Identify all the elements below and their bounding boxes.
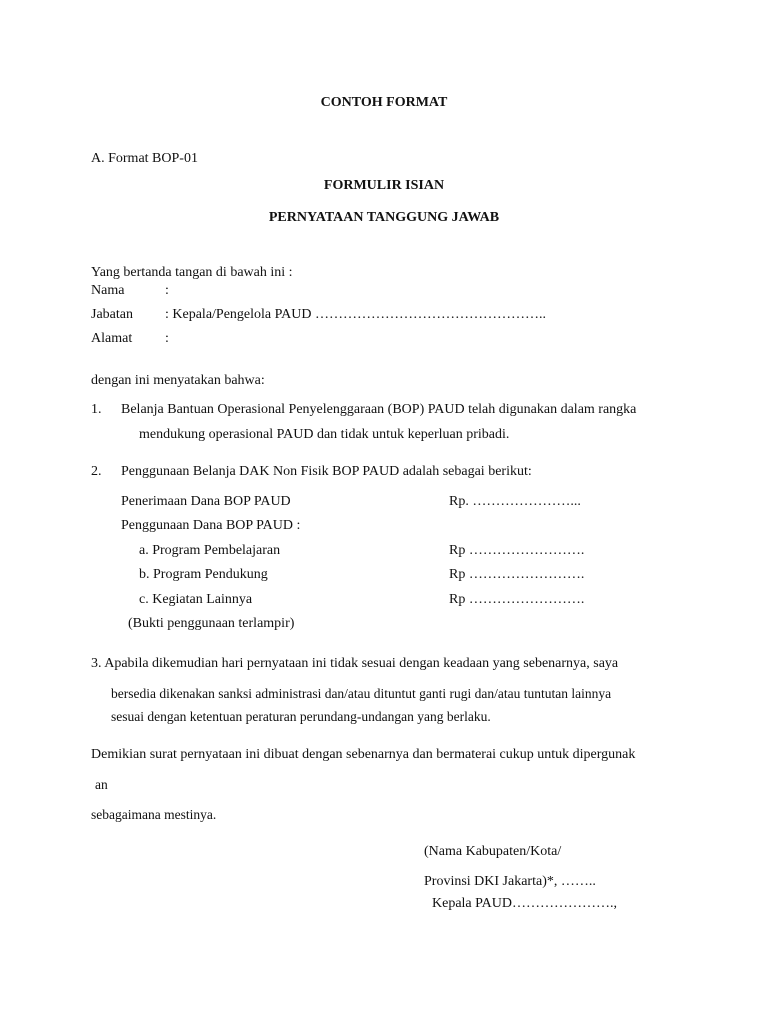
field-label-jabatan: Jabatan bbox=[91, 307, 133, 322]
point-1-line-1: Belanja Bantuan Operasional Penyelenggaraan (BOP) PAUD telah digunakan dalam rangka bbox=[121, 402, 637, 417]
document-title: CONTOH FORMAT bbox=[320, 95, 448, 110]
section-label: A. Format BOP-01 bbox=[91, 151, 198, 166]
evidence-note: (Bukti penggunaan terlampir) bbox=[128, 616, 295, 631]
receipt-label: Penerimaan Dana BOP PAUD bbox=[121, 494, 291, 509]
usage-item-label: b. Program Pendukung bbox=[139, 567, 268, 582]
usage-item-amount: Rp ……………………. bbox=[449, 543, 585, 558]
point-1-number: 1. bbox=[91, 402, 102, 417]
usage-item-label: a. Program Pembelajaran bbox=[139, 543, 281, 558]
usage-item-amount: Rp ……………………. bbox=[449, 592, 585, 607]
form-title: FORMULIR ISIAN bbox=[323, 178, 445, 193]
closing-line-3: sebagaimana mestinya. bbox=[91, 807, 217, 822]
identity-intro: Yang bertanda tangan di bawah ini : bbox=[91, 265, 293, 280]
statement-intro: dengan ini menyatakan bahwa: bbox=[91, 373, 265, 388]
closing-line-2: an bbox=[95, 777, 108, 792]
receipt-amount: Rp. …………………... bbox=[449, 494, 581, 509]
field-value-nama: : bbox=[165, 283, 169, 298]
point-3-line-2: bersedia dikenakan sanksi administrasi dan/atau dituntut ganti rugi dan/atau tuntutan lainnya bbox=[111, 686, 612, 701]
field-value-alamat: : bbox=[165, 331, 169, 346]
usage-label: Penggunaan Dana BOP PAUD : bbox=[121, 518, 301, 533]
signature-place: (Nama Kabupaten/Kota/ bbox=[424, 844, 562, 859]
point-3-line-3: sesuai dengan ketentuan peraturan perundang-undangan yang berlaku. bbox=[111, 709, 491, 724]
signature-head-title: Kepala PAUD…………………., bbox=[432, 896, 617, 911]
point-2-text: Penggunaan Belanja DAK Non Fisik BOP PAUD adalah sebagai berikut: bbox=[121, 464, 532, 479]
usage-item-label: c. Kegiatan Lainnya bbox=[139, 592, 253, 607]
usage-item-amount: Rp ……………………. bbox=[449, 567, 585, 582]
field-label-nama: Nama bbox=[91, 283, 125, 298]
point-1-line-2: mendukung operasional PAUD dan tidak untuk keperluan pribadi. bbox=[139, 427, 510, 442]
signature-province-date: Provinsi DKI Jakarta)*, …….. bbox=[424, 874, 596, 889]
point-2-number: 2. bbox=[91, 464, 102, 479]
point-3-line-1: 3. Apabila dikemudian hari pernyataan ini tidak sesuai dengan keadaan yang sebenarnya, saya bbox=[91, 656, 619, 671]
field-value-jabatan: : Kepala/Pengelola PAUD ………………………………………….. bbox=[165, 307, 546, 322]
field-label-alamat: Alamat bbox=[91, 331, 133, 346]
closing-line-1: Demikian surat pernyataan ini dibuat dengan sebenarnya dan bermaterai cukup untuk dipergunak bbox=[91, 747, 636, 762]
form-subtitle: PERNYATAAN TANGGUNG JAWAB bbox=[268, 210, 500, 225]
